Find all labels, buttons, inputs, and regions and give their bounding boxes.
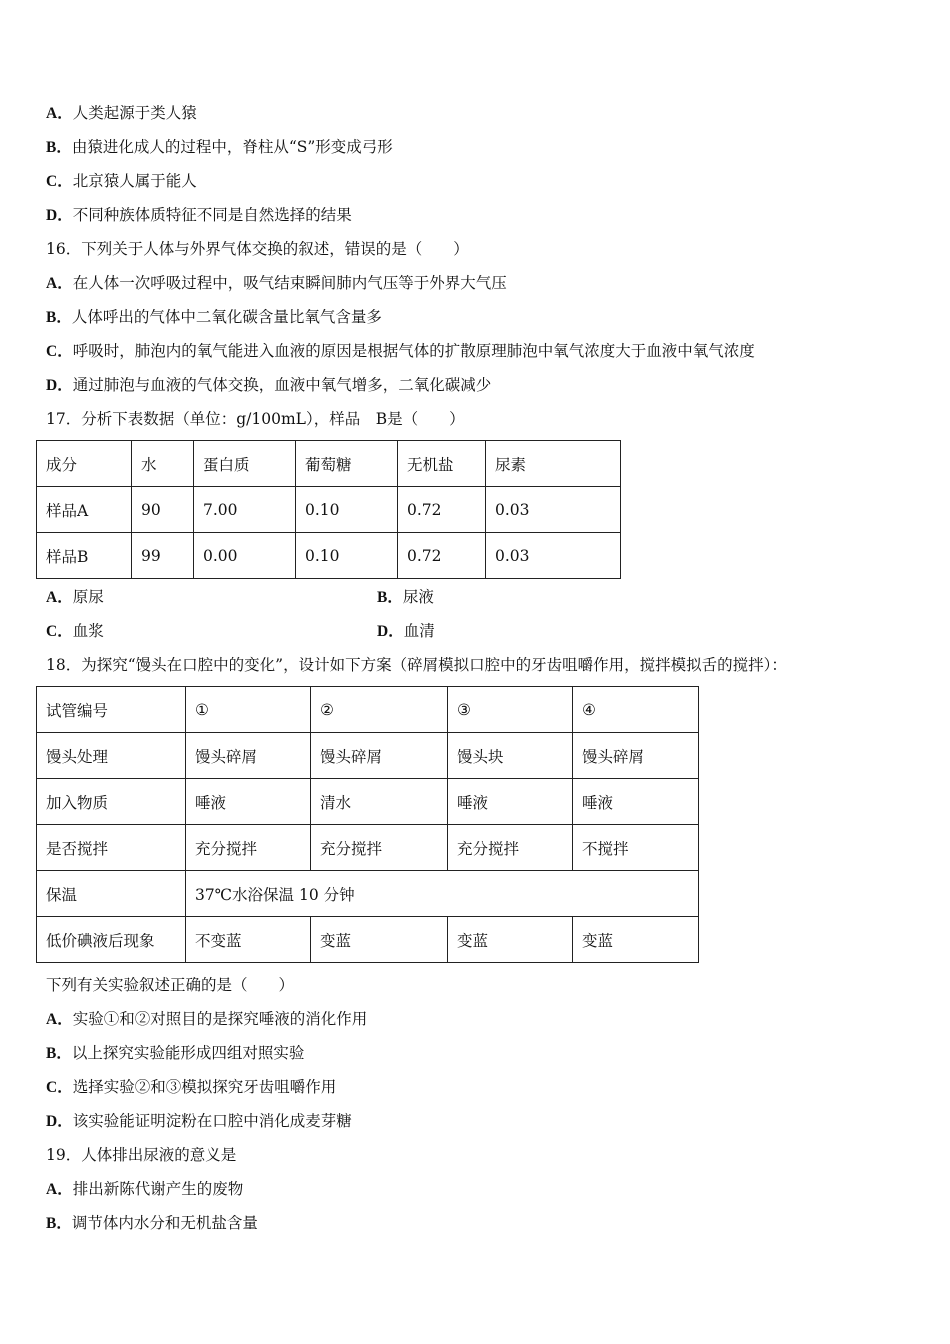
q18-option-a: A．实验①和②对照目的是探究唾液的消化作用 <box>46 1010 368 1028</box>
q19-stem: 19．人体排出尿液的意义是 <box>46 1146 237 1164</box>
table-cell: 0.10 <box>296 533 398 579</box>
table-row <box>37 533 621 579</box>
table-cell: 0.72 <box>398 533 486 579</box>
table-row <box>37 871 699 917</box>
table-cell: 水 <box>132 441 194 487</box>
table-cell: ② <box>311 687 448 733</box>
table-cell: 不变蓝 <box>186 917 311 963</box>
table-header-row <box>37 687 699 733</box>
q15-option-a: A．人类起源于类人猿 <box>46 104 197 122</box>
table-cell: 馒头碎屑 <box>573 733 699 779</box>
table-cell: 变蓝 <box>448 917 573 963</box>
table-cell: 成分 <box>37 441 132 487</box>
q17-stem: 17．分析下表数据（单位：g/100mL），样品 B是（ ） <box>46 410 465 428</box>
table-cell: 清水 <box>311 779 448 825</box>
table-cell: 样品A <box>37 487 132 533</box>
table-cell: 馒头碎屑 <box>186 733 311 779</box>
table-cell: 馒头处理 <box>37 733 186 779</box>
table-row <box>37 733 699 779</box>
table-cell: 加入物质 <box>37 779 186 825</box>
table-cell: 馒头块 <box>448 733 573 779</box>
q18-option-d: D．该实验能证明淀粉在口腔中消化成麦芽糖 <box>46 1112 352 1130</box>
q16-option-b: B．人体呼出的气体中二氧化碳含量比氧气含量多 <box>46 308 382 326</box>
q19-option-a: A．排出新陈代谢产生的废物 <box>46 1180 244 1198</box>
table-cell: 99 <box>132 533 194 579</box>
q19-option-b: B．调节体内水分和无机盐含量 <box>46 1214 258 1232</box>
q17-option-d: D．血清 <box>377 622 435 640</box>
table-cell: 唾液 <box>186 779 311 825</box>
q17-option-a: A．原尿 <box>46 588 104 606</box>
q17-option-c: C．血浆 <box>46 622 104 640</box>
table-cell: ① <box>186 687 311 733</box>
table-cell: 尿素 <box>486 441 621 487</box>
table-row <box>37 825 699 871</box>
table-cell: 唾液 <box>573 779 699 825</box>
table-cell: 0.00 <box>194 533 296 579</box>
table-cell: 不搅拌 <box>573 825 699 871</box>
q15-option-b: B．由猿进化成人的过程中，脊柱从“S”形变成弓形 <box>46 138 393 156</box>
table-cell: 充分搅拌 <box>311 825 448 871</box>
q18-question: 下列有关实验叙述正确的是（ ） <box>46 976 295 994</box>
table-cell: ④ <box>573 687 699 733</box>
table-cell: 0.10 <box>296 487 398 533</box>
table-cell: 是否搅拌 <box>37 825 186 871</box>
table-cell: 37℃水浴保温 10 分钟 <box>186 871 699 917</box>
table-row <box>37 779 699 825</box>
q16-option-c: C．呼吸时，肺泡内的氧气能进入血液的原因是根据气体的扩散原理肺泡中氧气浓度大于血液中氧气浓度 <box>46 342 755 360</box>
q17-option-b: B．尿液 <box>377 588 434 606</box>
table-cell: 充分搅拌 <box>186 825 311 871</box>
table-row <box>37 917 699 963</box>
table-cell: 无机盐 <box>398 441 486 487</box>
table-cell: 样品B <box>37 533 132 579</box>
q18-experiment-table <box>36 686 699 963</box>
q16-option-d: D．通过肺泡与血液的气体交换，血液中氧气增多，二氧化碳减少 <box>46 376 492 394</box>
q18-option-c: C．选择实验②和③模拟探究牙齿咀嚼作用 <box>46 1078 337 1096</box>
table-cell: ③ <box>448 687 573 733</box>
table-cell: 变蓝 <box>573 917 699 963</box>
table-cell: 0.03 <box>486 487 621 533</box>
table-cell: 蛋白质 <box>194 441 296 487</box>
table-row <box>37 487 621 533</box>
q16-option-a: A．在人体一次呼吸过程中，吸气结束瞬间肺内气压等于外界大气压 <box>46 274 507 292</box>
table-cell: 试管编号 <box>37 687 186 733</box>
table-cell: 低价碘液后现象 <box>37 917 186 963</box>
q17-data-table <box>36 440 621 579</box>
table-cell: 葡萄糖 <box>296 441 398 487</box>
table-cell: 唾液 <box>448 779 573 825</box>
table-cell: 充分搅拌 <box>448 825 573 871</box>
q18-option-b: B．以上探究实验能形成四组对照实验 <box>46 1044 305 1062</box>
q18-stem: 18．为探究“馒头在口腔中的变化”，设计如下方案（碎屑模拟口腔中的牙齿咀嚼作用，搅拌模拟舌的搅拌）： <box>46 656 787 674</box>
table-cell: 0.03 <box>486 533 621 579</box>
table-cell: 保温 <box>37 871 186 917</box>
q15-option-d: D．不同种族体质特征不同是自然选择的结果 <box>46 206 352 224</box>
table-cell: 馒头碎屑 <box>311 733 448 779</box>
table-cell: 90 <box>132 487 194 533</box>
q15-option-c: C．北京猿人属于能人 <box>46 172 197 190</box>
table-cell: 7.00 <box>194 487 296 533</box>
q16-stem: 16．下列关于人体与外界气体交换的叙述，错误的是（ ） <box>46 240 469 258</box>
table-header-row <box>37 441 621 487</box>
table-cell: 变蓝 <box>311 917 448 963</box>
table-cell: 0.72 <box>398 487 486 533</box>
